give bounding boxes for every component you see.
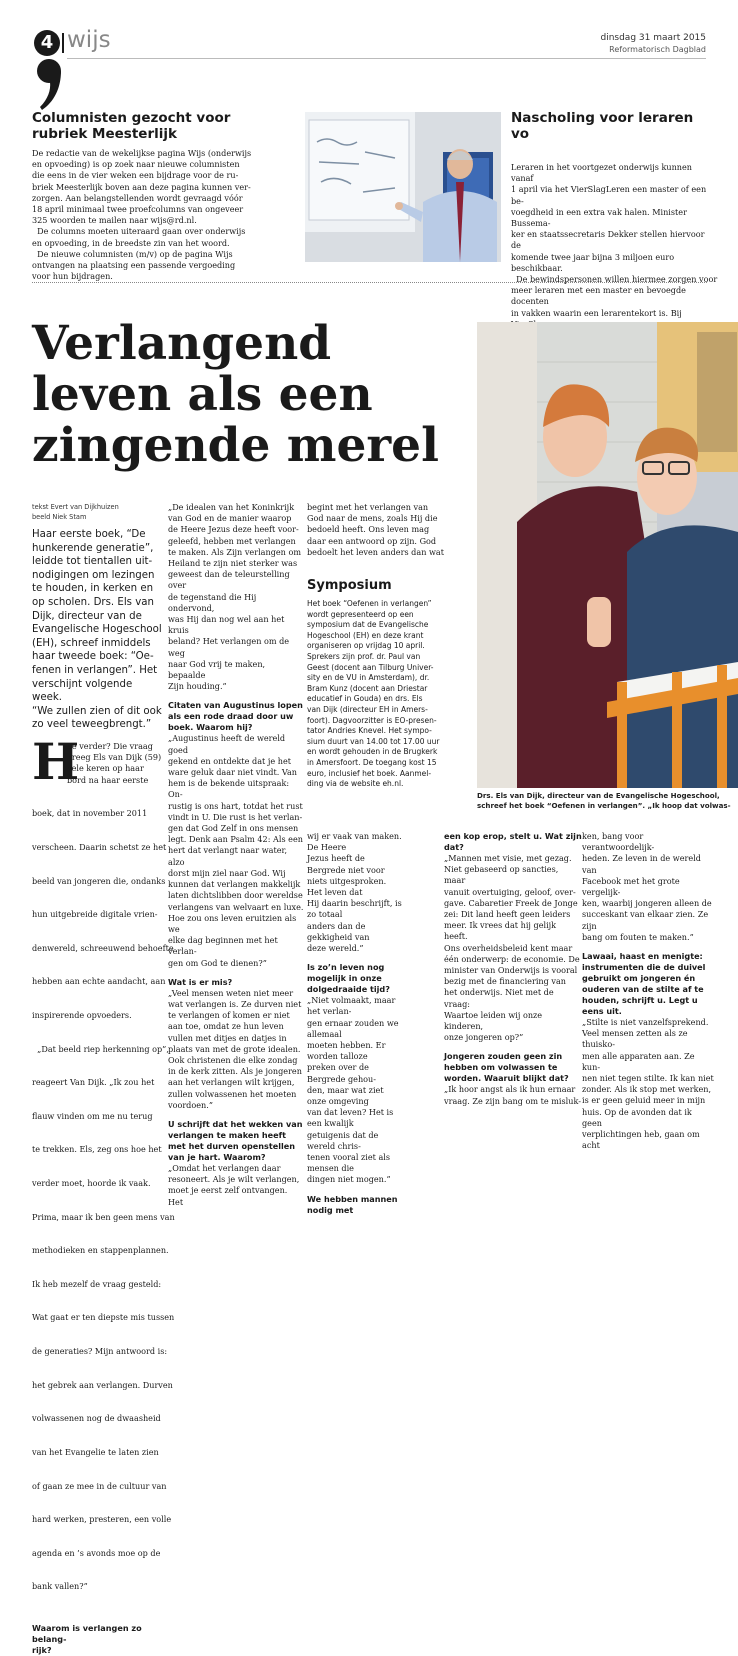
text-line: symposium dat de Evangelische [307,620,429,630]
text-line: beland? Het verlangen om de weg [168,636,290,658]
intro-line: Evangelische Hogeschool [32,624,162,636]
brief-body [32,148,292,282]
issue-date: dinsdag 31 maart 2015 [600,33,706,43]
text-line: De columns moeten uiteraard gaan over onderwijs [32,226,246,237]
text-line: de Heere Jezus deze heeft voor- [168,524,299,535]
text-line: te verlangen of komen er niet [168,1010,290,1021]
col5-body-a [582,831,714,943]
text-line: „Omdat het verlangen daar [168,1162,281,1173]
text-line: plaats van met de grote idealen. [168,1043,301,1054]
text-line: Jezus heeft de Bergrede niet voor [307,853,385,875]
text-line: 1 april via het VierSlagLeren een master of een be- [511,184,707,206]
col3-body-c [307,995,402,1185]
col2-body-c [168,988,304,1111]
text-line: aan toe, omdat ze hun leven [168,1021,284,1032]
caption-line: schreef het boek “Oefenen in verlangen”. „Ik hoop dat volwas- [477,801,731,810]
text-line: anders dan de gekkigheid van [307,920,370,942]
text-line: was Hij dan nog wel aan het kruis [168,614,285,636]
col2-body-b [168,733,304,968]
article-col-1 [32,502,175,1656]
brief-title: Columnisten gezocht voor rubriek Meesterlijk [32,110,231,142]
text-line: gen dat God Zelf in ons mensen [168,823,299,834]
text-line: het gebrek aan verlangen. Durven [32,1379,173,1390]
text-line: Hij daarin beschrijft, is zo totaal [307,898,402,920]
text-line: Het boek “Oefenen in verlangen” [307,599,432,609]
dropcap-block [32,731,162,791]
text-line: zonder. Als ik stop met werken, [582,1084,712,1095]
text-line: naar God vrij te maken, bepaalde [168,658,266,681]
text-line: bezig met de financiering van [444,976,567,987]
text-line: De bewindspersonen willen hiermee zorgen voor [511,274,718,285]
comma-ornament-icon [36,58,62,112]
text-line: laten dichtslibben door wereldse [168,890,303,901]
text-line: Veel mensen zetten als ze thuisko- [582,1028,688,1050]
text-line: vele keren op haar [67,763,144,774]
text-line: Waartoe leiden wij onze kinderen, [444,1009,543,1032]
text-line: agenda en ’s avonds moe op de [32,1547,161,1558]
text-line: organiseren op vrijdag 10 april. [307,641,425,651]
text-line: foort). Dagvoorzitter is EO-presen- [307,715,437,725]
text-line: wat verlangen is. Ze durven niet [168,998,302,1009]
text-line: educatief in Gouda) en drs. Els [307,694,423,704]
text-line: bedoeld heeft. Ons leven mag [307,524,430,535]
article-col-5 [582,831,714,1151]
article-col-4 [444,831,582,1107]
text-line: „Niet volmaakt, maar het verlan- [307,995,396,1017]
students-photo [477,322,738,788]
text-line: ding via de website eh.nl. [307,779,404,789]
brief-columnisten [32,110,292,282]
text-line: bank vallen?” [32,1581,88,1592]
byline [32,502,162,522]
text-line: voordoen.” [168,1099,213,1110]
interview-question: Lawaai, haast en menigte: instrumenten die de duivel gebruikt om jongeren én ouderen van de stilte af te houden, schrijft u. Legt u eens uit. [582,951,706,1017]
intro-line: fenen in verlangen”. Het [32,664,158,676]
text-line: preken over de Bergrede gehou- [307,1062,376,1084]
text-line: vindt in U. Die rust is het verlan- [168,811,303,822]
article-intro [32,528,162,732]
text-line: ontvangen na plaatsing een passende vergoeding [32,260,236,271]
intro-line: leidde tot tientallen uit- [32,556,153,568]
teacher-photo [305,112,501,262]
text-line: volwassenen nog de dwaasheid [32,1413,161,1424]
col4-body-b [444,1084,582,1106]
col3-body-a [307,502,467,558]
text-line: voor hun bijdragen. [32,271,113,282]
text-line: kreeg Els van Dijk (59) [67,752,162,763]
text-line: de generaties? Mijn antwoord is: [32,1346,168,1357]
symposium-body [307,599,467,790]
text-line: denwereld, schreeuwend behoefte [32,942,174,953]
text-line: briek Meesterlijk boven aan deze pagina kunnen ver- [32,181,251,192]
text-line: in vakken waarin een lerarentekort is. Bij [511,307,682,318]
text-line: aan het verlangen wilt krijgen, [168,1077,295,1088]
text-line: deze wereld.” [307,943,364,954]
text-line: inspirerende opvoeders. [32,1009,132,1020]
brief-title: Nascholing voor leraren vo [511,110,694,142]
text-line: dorst mijn ziel naar God. Wij [168,867,286,878]
interview-question: een kop erop, stelt u. Wat zijn dat? [444,831,582,852]
text-line: ken, waarbij jongeren alleen de [582,898,712,909]
text-line: hert dat verlangt naar water, alzo [168,845,288,867]
text-line: „Dat beeld riep herkenning op”, [32,1043,169,1054]
text-line: nen niet tegen stilte. Ik kan niet [582,1073,714,1084]
text-line: bord na haar eerste [67,774,149,785]
text-line: succeskant van elkaar zien. Ze zijn [582,909,709,931]
text-line: Sprekers zijn prof. dr. Paul van [307,651,421,661]
text-line: „Augustinus heeft de wereld goed [168,733,286,755]
text-line: verplichtingen heb, gaan om acht [582,1129,700,1151]
text-line: en wordt gehouden in de Brugkerk [307,747,438,757]
text-line: ker en staatssecretaris Dekker stellen hiervoor de [511,229,705,251]
dropcap: H [32,731,80,791]
section-name: wijs [67,27,111,53]
text-line: wij er vaak van maken. De Heere [307,831,402,853]
text-line: methodieken en stappenplannen. [32,1245,169,1256]
text-line: „De idealen van het Koninkrijk [168,502,295,512]
text-line: gen om God te dienen?” [168,957,267,968]
intro-line: haar tweede boek: “Oe- [32,651,154,663]
text-line: moeten hebben. Er worden talloze [307,1040,386,1062]
text-line: sium duurt van 14.00 tot 17.00 uur [307,736,440,746]
text-line: verscheen. Daarin schetst ze het [32,841,167,852]
text-line: „Ik hoor angst als ik hun ernaar [444,1084,576,1095]
text-line: flauw vinden om me nu terug [32,1110,153,1121]
text-line: resoneert. Als je wilt verlangen, [168,1174,300,1185]
text-line: kunnen dat verlangen makkelijk [168,879,301,890]
text-line: Leraren in het voortgezet onderwijs kunnen vanaf [511,162,693,184]
headline-line: leven als een [32,367,373,422]
text-line: bang om fouten te maken.” [582,931,694,942]
text-line: God naar de mens, zoals Hij die [307,513,438,524]
header-rule [67,58,706,59]
col2-body-a [168,502,304,692]
text-line: heden. Ze leven in de wereld van [582,853,701,875]
headline-line: Verlangend [32,316,332,371]
text-line: verder moet, hoorde ik vaak. [32,1178,151,1189]
text-line: vraag. Ze zijn bang om te misluk- [444,1095,581,1106]
text-line: Prima, maar ik ben geen mens van [32,1211,175,1222]
text-line: beeld van jongeren die, ondanks [32,875,166,886]
text-line: van Dijk (directeur EH in Amers- [307,704,428,714]
text-line: of gaan ze mee in de cultuur van [32,1480,167,1491]
text-line: onze jongeren op?” [444,1032,524,1043]
text-line: 18 april minimaal twee proefcolumns van ongeveer [32,204,244,215]
section-separator [32,282,707,283]
text-line: daar een antwoord op zijn. God [307,535,437,546]
text-line: De nieuwe columnisten (m/v) op de pagina Wijs [32,248,233,259]
text-line: meer leraren met een master en bevoegde docenten [511,285,686,307]
page-number: 4 [40,32,54,53]
text-line: tenen vooral ziet als mensen die [307,1152,391,1174]
text-line: euro, inclusief het boek. Aanmel- [307,768,432,778]
text-line: legt. Denk aan Psalm 42: Als een [168,834,303,845]
text-line: dingen niet mogen.” [307,1174,391,1185]
text-line: Zijn houding.” [168,681,227,692]
text-line: reageert Van Dijk. „Ik zou het [32,1077,155,1088]
text-line: oe verder? Die vraag [67,740,153,751]
text-line: voegdheid in een extra vak halen. Minister Bussema- [511,206,687,229]
text-line: „Mannen met visie, met gezag. [444,853,572,863]
text-line: de tegenstand die Hij ondervond, [168,591,257,613]
newspaper-name: Reformatorisch Dagblad [609,45,706,54]
text-line: en opvoeding) is op zoek naar nieuwe columnisten [32,159,240,170]
text-line: Geest (docent aan Tilburg Univer- [307,662,434,672]
col3-body-b [307,831,402,954]
interview-question: Citaten van Augustinus lopen als een rode draad door uw boek. Waarom hij? [168,700,303,733]
text-line: Wat gaat er ten diepste mis tussen [32,1312,175,1323]
intro-line: (EH), schreef inmiddels [32,637,151,649]
intro-line: nodigingen om lezingen [32,569,155,581]
text-line: te maken. Als Zijn verlangen om [168,546,301,557]
text-line: Hogeschool (EH) en deze krant [307,630,424,640]
text-line: rustig is ons hart, totdat het rust [168,800,303,811]
text-line: vullen met ditjes en datjes in [168,1032,287,1043]
text-line: gen ernaar zouden we allemaal [307,1017,399,1039]
interview-question: U schrijft dat het wekken van verlangen te maken heeft met het durven openstellen van je hart. Waarom? [168,1118,303,1162]
text-line: in Amersfoort. De toegang kost 15 [307,757,437,767]
byline-photographer: beeld Niek Stam [32,513,87,521]
text-line: Niet gebaseerd op sancties, maar [444,864,559,886]
text-line: bedoelt het leven anders dan wat [307,546,444,557]
text-line: één onderwerp: de economie. De [444,953,580,964]
article-headline [32,318,462,471]
article-col-3 [307,502,467,790]
intro-line: “We zullen zien of dit ook [32,705,162,717]
headline-line: zingende merel [32,418,439,473]
intro-line: Haar eerste boek, “De [32,529,146,540]
text-line: te trekken. Els, zeg ons hoe het [32,1144,162,1155]
text-line: zei: Dit land heeft geen leiders [444,909,571,920]
text-line: in de kerk zitten. Als je jongeren [168,1066,302,1077]
text-line: is er geen geluid meer in mijn [582,1095,706,1106]
intro-line: te houden, in kerken en [32,583,154,595]
text-line: die eens in de vier weken een bijdrage voor de ru- [32,170,239,181]
photo-caption [477,791,738,811]
col4-body-a [444,853,582,1043]
text-line: vanuit overtuiging, geloof, over- [444,886,576,897]
text-line: Bram Kunz (docent aan Driestar [307,683,428,693]
caption-line: Drs. Els van Dijk, directeur van de Evangelische Hogeschool, [477,791,720,800]
intro-line: zo veel teweegbrengt.” [32,719,152,731]
article-col-3-lower [307,831,402,1216]
text-line: ken, bang voor verantwoordelijk- [582,831,655,853]
text-line: en opvoeding, in de breedste zin van het woord. [32,237,230,248]
text-line: niets uitgesproken. Het leven dat [307,875,387,898]
interview-question: Waarom is verlangen zo belang- rijk? [32,1622,142,1655]
text-line: van dat leven? Het is een kwalijk [307,1107,394,1129]
interview-question: We hebben mannen nodig met [307,1193,398,1215]
text-line: „Veel mensen weten niet meer [168,987,294,998]
intro-line: verschijnt volgende week. [32,678,133,704]
text-line: van God en de manier waarop [168,513,292,524]
text-line: De redactie van de wekelijkse pagina Wijs (onderwijs [32,148,252,158]
section-divider [62,33,64,53]
text-line: boek, dat in november 2011 [32,808,148,819]
text-line: „Stilte is niet vanzelfsprekend. [582,1017,709,1028]
dropcap-text [67,741,161,786]
article-col-2 [168,502,304,1208]
col5-body-b [582,1017,714,1151]
text-line: zullen volwassenen het moeten [168,1088,297,1099]
text-line: Facebook met het grote vergelijk- [582,875,680,898]
col2-body-d [168,1163,304,1208]
text-line: men alle apparaten aan. Ze kun- [582,1050,695,1072]
text-line: gave. Cabaretier Freek de Jonge [444,897,578,908]
text-line: Hoe zou ons leven eruitzien als we [168,912,297,934]
text-line: ware geluk daar niet vindt. Van [168,767,298,778]
text-line: Ik heb mezelf de vraag gesteld: [32,1278,162,1289]
intro-line: hunkerende generatie”, [32,542,154,554]
intro-line: op scholen. Drs. Els van [32,596,154,608]
text-line: het onderwijs. Niet met de vraag: [444,987,554,1009]
text-line: Ook christenen die elke zondag [168,1054,298,1065]
text-line: sity en de VU in Amsterdam), dr. [307,673,430,683]
text-line: komende twee jaar bijna 3 miljoen euro beschikbaar. [511,251,675,273]
symposium-box [307,578,467,790]
page-header [0,0,738,70]
text-line: hem is de bekende uitspraak: On- [168,778,290,800]
text-line: geweest dan de teleurstelling over [168,569,290,591]
text-line: hebben aan echte aandacht, aan [32,976,166,987]
text-line: hard werken, presteren, een volle [32,1514,172,1525]
interview-question: Is zo’n leven nog mogelijk in onze dolgedraaide tijd? [307,962,390,995]
text-line: getuigenis dat de wereld chris- [307,1129,379,1151]
byline-author: tekst Evert van Dijkhuizen [32,503,119,511]
interview-question: Jongeren zouden geen zin hebben om volwassen te worden. Waaruit blijkt dat? [444,1051,569,1084]
text-line: minister van Onderwijs is vooral [444,965,578,976]
text-line: tator Andries Knevel. Het sympo- [307,726,432,736]
col1-body [32,786,175,1615]
text-line: geleefd, hebben met verlangen [168,535,296,546]
text-line: elke dag beginnen met het verlan- [168,935,278,957]
text-line: zorgen. Aan belangstellenden wordt gevraagd vóór [32,192,243,203]
text-line: van het Evangelie te laten zien [32,1446,159,1457]
intro-line: Dijk, directeur van de [32,610,142,622]
text-line: Ons overheidsbeleid kent maar [444,942,573,953]
text-line: wordt gepresenteerd op een [307,609,414,619]
text-line: huis. Op de avonden dat ik geen [582,1106,692,1128]
text-line: begint met het verlangen van [307,502,429,512]
text-line: meer. Ik vrees dat hij gelijk heeft. [444,920,557,942]
text-line: 325 woorden te mailen naar wijs@rd.nl. [32,215,197,226]
text-line: Heiland te zijn niet sterker was [168,558,298,569]
symposium-title: Symposium [307,578,392,594]
text-line: gekend en ontdekte dat je het [168,755,291,766]
text-line: moet je eerst zelf ontvangen. Het [168,1185,288,1207]
text-line: hun uitgebreide digitale vrien- [32,909,158,920]
text-line: den, maar wat ziet onze omgeving [307,1084,384,1107]
interview-question: Wat is er mis? [168,976,233,987]
text-line: verlangens van welvaart en luxe. [168,901,304,912]
